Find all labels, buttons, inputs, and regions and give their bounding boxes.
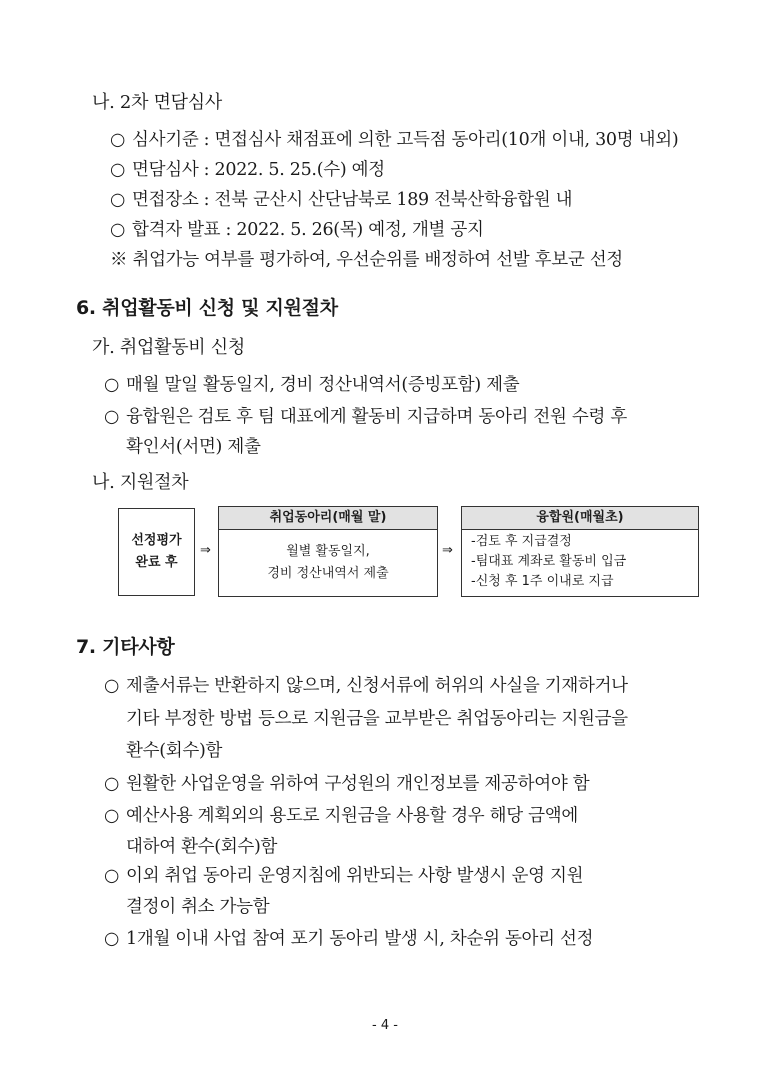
circle-bullet-icon: ○ xyxy=(104,676,119,696)
club-box-line: 월별 활동일지, xyxy=(286,544,370,559)
circle-bullet-icon: ○ xyxy=(104,929,119,949)
circle-bullet-icon: ○ xyxy=(104,866,119,886)
list-item-continuation: 기타 부정한 방법 등으로 지원금을 교부받은 취업동아리는 지원금을 xyxy=(126,709,628,729)
heading-expense-application: 가. 취업활동비 신청 xyxy=(92,337,245,358)
list-item: ○ 제출서류는 반환하지 않으며, 신청서류에 허위의 사실을 기재하거나 xyxy=(104,676,628,696)
double-arrow-icon: ⇒ xyxy=(200,543,211,558)
center-box-line: -신청 후 1주 이내로 지급 xyxy=(471,574,614,589)
section-6-title: 6. 취업활동비 신청 및 지원절차 xyxy=(76,297,338,319)
section-7-title: 7. 기타사항 xyxy=(76,636,175,658)
club-box-header: 취업동아리(매월 말) xyxy=(219,507,437,530)
heading-2nd-interview: 나. 2차 면담심사 xyxy=(92,92,222,113)
club-box-line: 경비 정산내역서 제출 xyxy=(267,566,389,581)
circle-bullet-icon: ○ xyxy=(110,130,125,150)
circle-bullet-icon: ○ xyxy=(104,774,119,794)
circle-bullet-icon: ○ xyxy=(110,220,125,240)
flow-center-box xyxy=(461,506,699,597)
circle-bullet-icon: ○ xyxy=(104,806,119,826)
list-item: ○ 매월 말일 활동일지, 경비 정산내역서(증빙포함) 제출 xyxy=(104,375,520,395)
center-box-header: 융합원(매월초) xyxy=(462,507,698,530)
double-arrow-icon: ⇒ xyxy=(442,543,453,558)
circle-bullet-icon: ○ xyxy=(110,190,125,210)
heading-support-procedure: 나. 지원절차 xyxy=(92,472,189,493)
circle-bullet-icon: ○ xyxy=(104,407,119,427)
note-text: ※ 취업가능 여부를 평가하여, 우선순위를 배정하여 선발 후보군 선정 xyxy=(110,250,623,270)
list-item: ○ 예산사용 계획외의 용도로 지원금을 사용할 경우 해당 금액에 xyxy=(104,806,578,826)
list-item: ○ 이외 취업 동아리 운영지침에 위반되는 사항 발생시 운영 지원 xyxy=(104,866,584,886)
center-box-line: -검토 후 지급결정 xyxy=(471,534,572,549)
list-item: ○ 1개월 이내 사업 참여 포기 동아리 발생 시, 차순위 동아리 선정 xyxy=(104,929,594,949)
flow-club-box xyxy=(218,506,438,597)
list-item: ○ 합격자 발표 : 2022. 5. 26(목) 예정, 개별 공지 xyxy=(110,220,484,240)
circle-bullet-icon: ○ xyxy=(110,160,125,180)
flow-start-box: 선정평가 완료 후 xyxy=(118,508,195,596)
list-item: ○ 융합원은 검토 후 팀 대표에게 활동비 지급하며 동아리 전원 수령 후 xyxy=(104,407,627,427)
circle-bullet-icon: ○ xyxy=(104,375,119,395)
list-item-continuation: 환수(회수)함 xyxy=(126,741,223,761)
list-item-continuation: 확인서(서면) 제출 xyxy=(126,437,261,457)
center-box-line: -팀대표 계좌로 활동비 입금 xyxy=(471,554,627,569)
list-item: ○ 원활한 사업운영을 위하여 구성원의 개인정보를 제공하여야 함 xyxy=(104,774,590,794)
list-item-continuation: 결정이 취소 가능함 xyxy=(126,897,270,917)
list-item: ○ 심사기준 : 면접심사 채점표에 의한 고득점 동아리(10개 이내, 30명 내외) xyxy=(110,130,679,150)
list-item: ○ 면담심사 : 2022. 5. 25.(수) 예정 xyxy=(110,160,385,180)
list-item-continuation: 대하여 환수(회수)함 xyxy=(126,837,278,857)
page-number: - 4 - xyxy=(372,1018,398,1033)
list-item: ○ 면접장소 : 전북 군산시 산단남북로 189 전북산학융합원 내 xyxy=(110,190,573,210)
